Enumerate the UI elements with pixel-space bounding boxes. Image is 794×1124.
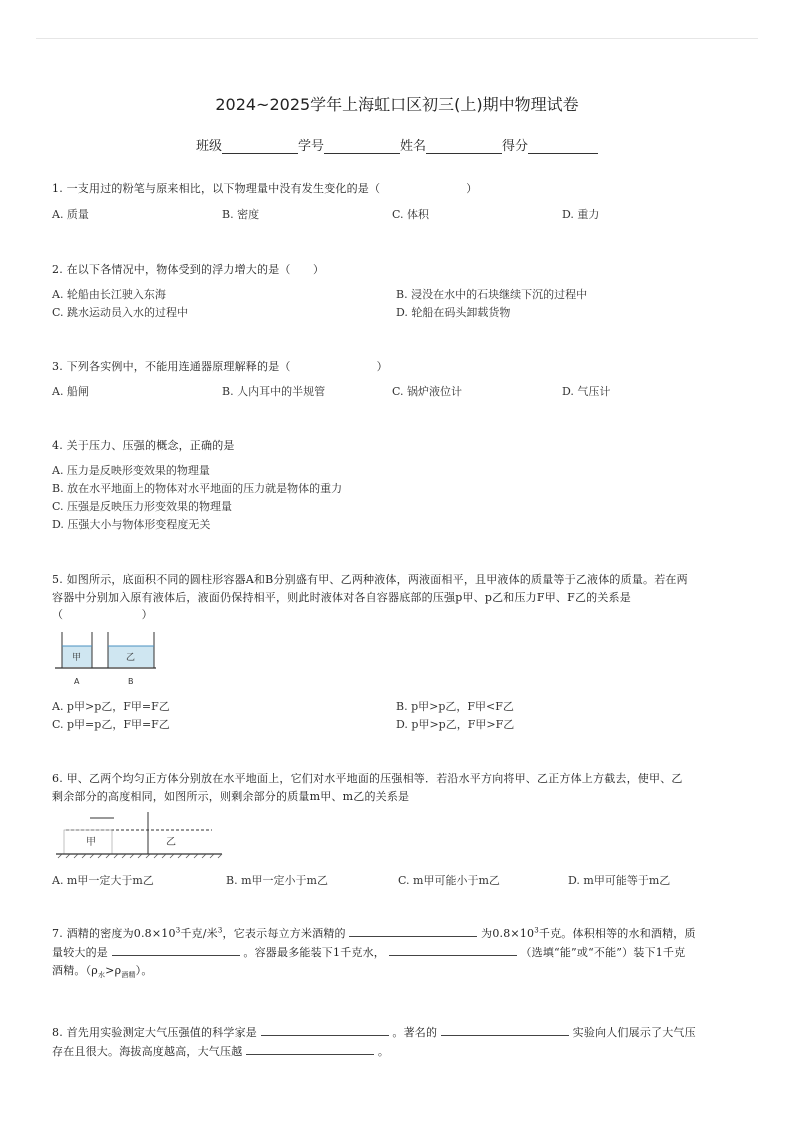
q8-blank-3[interactable] [246, 1044, 374, 1055]
q1-option-d[interactable]: D. 重力 [562, 208, 600, 221]
q1-option-a[interactable]: A. 质量 [52, 208, 89, 221]
score-blank[interactable] [528, 139, 598, 154]
q6-cubes-figure [52, 810, 227, 862]
class-label: 班级 [195, 139, 222, 154]
q5-option-a[interactable]: A. p甲>p乙，F甲=F乙 [52, 700, 170, 713]
q4-stem: 4. 关于压力、压强的概念，正确的是 [52, 439, 235, 452]
q6-option-c[interactable]: C. m甲可能小于m乙 [398, 874, 500, 887]
q5-stem-line3: （ ） [52, 608, 153, 621]
q1-option-b[interactable]: B. 密度 [222, 208, 260, 221]
q4-option-a[interactable]: A. 压力是反映形变效果的物理量 [52, 464, 210, 477]
q7-line2: 量较大的是 。容器最多能装下1千克水， （选填“能”或“不能”）装下1千克 [52, 946, 686, 959]
q5-label-b: B [128, 677, 134, 686]
q7-blank-3[interactable] [389, 945, 517, 956]
id-blank[interactable] [324, 139, 400, 154]
q7-line1: 7. 酒精的密度为$0.8\times 10^3$千克/米$^3$，它表示每立方米酒精的 为$0.8\times 10^3$千克。体积相等的水和酒精，质 [52, 926, 696, 940]
q8-blank-2[interactable] [441, 1025, 569, 1036]
q6-label-yi: 乙 [166, 837, 176, 848]
q6-option-a[interactable]: A. m甲一定大于m乙 [52, 874, 154, 887]
q7-blank-2[interactable] [112, 945, 240, 956]
q2-option-c[interactable]: C. 跳水运动员入水的过程中 [52, 306, 189, 319]
q3-option-c[interactable]: C. 锅炉液位计 [392, 385, 463, 398]
q5-label-jia: 甲 [72, 653, 82, 663]
q6-label-jia: 甲 [86, 837, 96, 848]
q2-option-d[interactable]: D. 轮船在码头卸载货物 [396, 306, 511, 319]
q5-option-c[interactable]: C. p甲=p乙，F甲=F乙 [52, 718, 170, 731]
q6-option-d[interactable]: D. m甲可能等于m乙 [568, 874, 671, 887]
q5-stem-line2: 容器中分别加入原有液体后，液面仍保持相平，则此时液体对各自容器底部的压强p甲、p乙和压力F甲、F乙的关系是 [52, 591, 631, 604]
q5-container-figure [52, 624, 162, 690]
q4-option-b[interactable]: B. 放在水平地面上的物体对水平地面的压力就是物体的重力 [52, 482, 343, 495]
class-blank[interactable] [222, 139, 298, 154]
name-label: 姓名 [400, 139, 427, 154]
q4-option-d[interactable]: D. 压强大小与物体形变程度无关 [52, 518, 211, 531]
q1-stem: 1. 一支用过的粉笔与原来相比，以下物理量中没有发生变化的是（ ） [52, 182, 478, 195]
q3-option-b[interactable]: B. 人内耳中的半规管 [222, 385, 326, 398]
name-blank[interactable] [426, 139, 502, 154]
q7-blank-1[interactable] [349, 926, 477, 937]
q5-stem-line1: 5. 如图所示，底面积不同的圆柱形容器A和B分别盛有甲、乙两种液体，两液面相平，且甲液体的质量等于乙液体的质量。若在两 [52, 573, 688, 586]
q8-blank-1[interactable] [261, 1025, 389, 1036]
q3-option-d[interactable]: D. 气压计 [562, 385, 611, 398]
q6-option-b[interactable]: B. m甲一定小于m乙 [226, 874, 328, 887]
id-label: 学号 [297, 139, 324, 154]
q5-option-d[interactable]: D. p甲>p乙，F甲>F乙 [396, 718, 515, 731]
student-info-line [0, 135, 794, 154]
q1-option-c[interactable]: C. 体积 [392, 208, 430, 221]
q6-stem-line1: 6. 甲、乙两个均匀正方体分别放在水平地面上，它们对水平地面的压强相等．若沿水平方向将甲、乙正方体上方截去，使甲、乙 [52, 772, 683, 785]
q2-option-a[interactable]: A. 轮船由长江驶入东海 [52, 288, 166, 301]
q8-line2: 存在且很大。海拔高度越高，大气压越 。 [52, 1045, 390, 1058]
q8-line1: 8. 首先用实验测定大气压强值的科学家是 。著名的 实验向人们展示了大气压 [52, 1026, 696, 1039]
q7-line3: 酒精。$(\rho_水>\rho_{酒精})$。 [52, 964, 153, 980]
q5-label-yi: 乙 [126, 653, 136, 663]
q6-stem-line2: 剩余部分的高度相同，如图所示，则剩余部分的质量m甲、m乙的关系是 [52, 790, 410, 803]
q3-option-a[interactable]: A. 船闸 [52, 385, 89, 398]
q2-option-b[interactable]: B. 浸没在水中的石块继续下沉的过程中 [396, 288, 588, 301]
q5-label-a: A [74, 677, 80, 686]
q4-option-c[interactable]: C. 压强是反映压力形变效果的物理量 [52, 500, 233, 513]
top-rule [36, 38, 758, 39]
q2-stem: 2. 在以下各情况中，物体受到的浮力增大的是（ ） [52, 263, 325, 276]
q3-stem: 3. 下列各实例中，不能用连通器原理解释的是（ ） [52, 360, 388, 373]
score-label: 得分 [502, 139, 529, 154]
page-title: 2024~2025学年上海虹口区初三(上)期中物理试卷 [215, 95, 579, 114]
q5-option-b[interactable]: B. p甲>p乙，F甲<F乙 [396, 700, 514, 713]
